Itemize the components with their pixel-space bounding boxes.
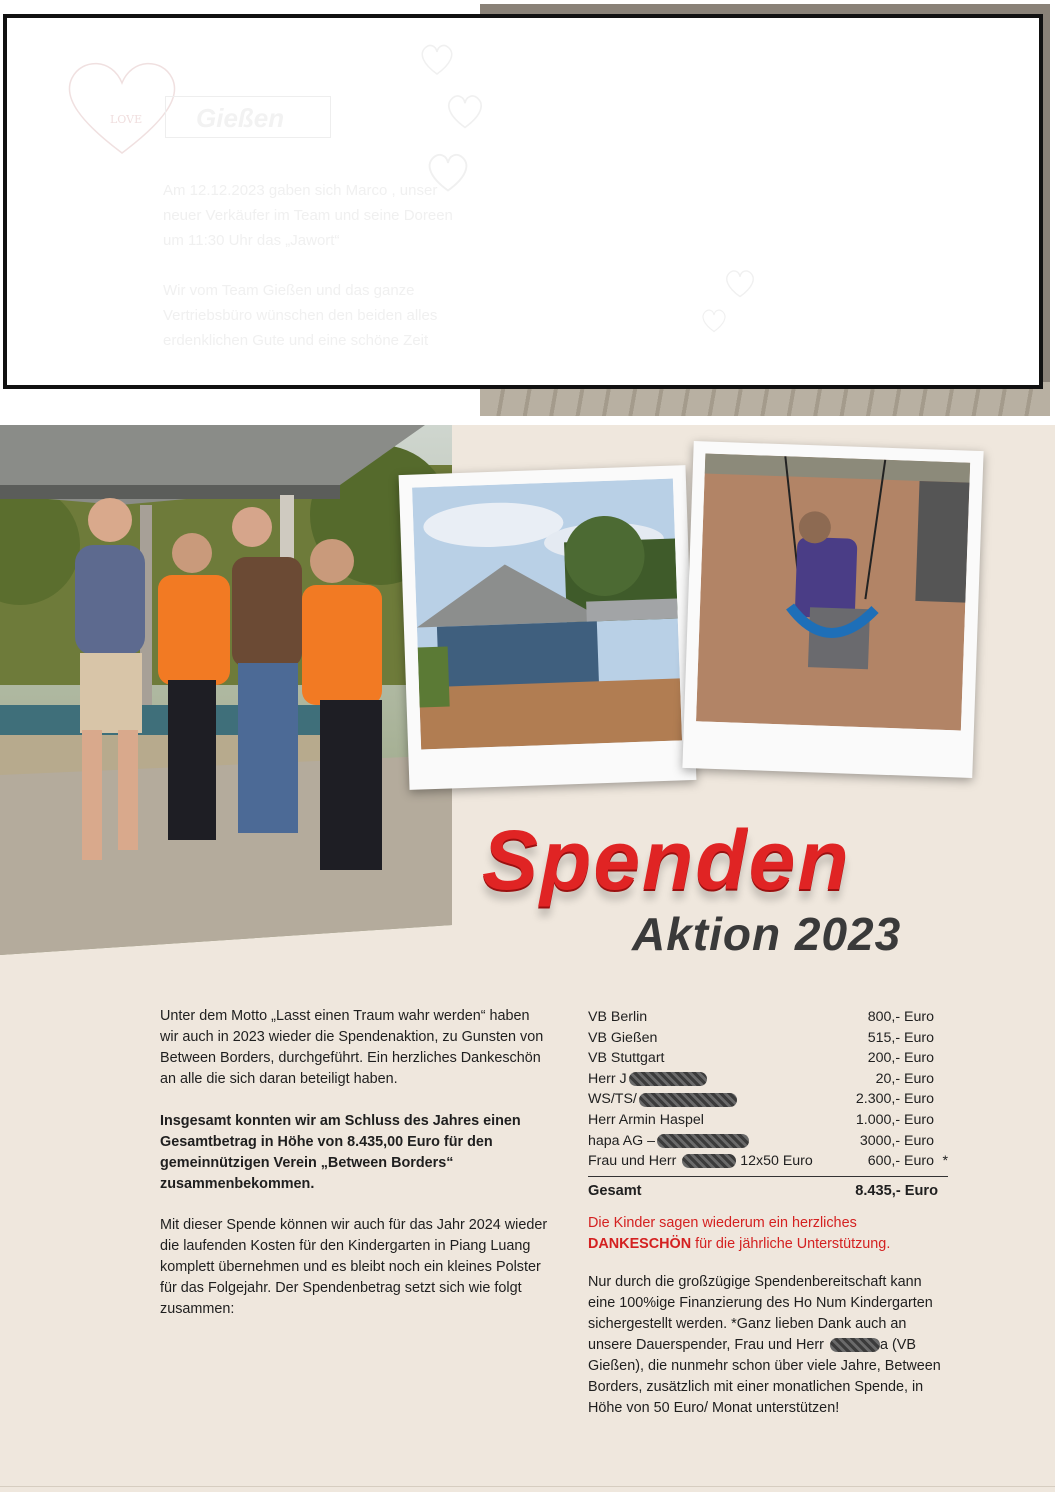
bottom-divider [0,1486,1055,1487]
giessen-label: Gießen [165,96,331,138]
love-text: LOVE [110,113,143,126]
donation-row [588,1110,948,1131]
footnote-mark: * [942,1153,948,1170]
swing-photo [696,453,970,730]
total-divider [588,1176,948,1177]
note-part-1: Nur durch die großzügige Spendenbereitschaft kann eine 100%ige Finanzierung des Ho Num Kindergarten sichergestellt werden. *Ganz lieben Dank auch an unsere Dauerspender, Frau und Herr [588,1274,933,1353]
donor-name: Herr J [588,1070,627,1087]
title-spenden: Spenden [482,813,851,907]
total-amount: 8.435,- Euro [855,1183,938,1199]
donor-name: VB Berlin [588,1009,648,1025]
total-label: Gesamt [588,1183,642,1199]
donation-amount: 3000,- Euro [859,1132,934,1149]
note-part-2: a (VB Gießen), die nunmehr schon über viele Jahre, Between Borders, zusätzlich mit einer monatlichen Spende, in Höhe von 50 Euro/ Monat unterstützen! [588,1337,941,1416]
donation-row [588,1007,948,1028]
note-paragraph [588,1272,948,1419]
small-heart-icon [417,40,457,80]
donation-row [588,1151,948,1172]
thanks-line-1: Die Kinder sagen wiederum ein herzliches [588,1215,857,1231]
thanks-line-2: für die jährliche Unterstützung. [691,1236,891,1252]
donor-name: VB Gießen [588,1029,658,1046]
donor-name: VB Stuttgart [588,1050,665,1067]
donation-row [588,1028,948,1049]
redacted-name [629,1072,707,1086]
redacted-name [657,1134,749,1148]
donation-row [588,1048,948,1069]
donation-amount: 1.000,- Euro [855,1111,934,1128]
donor-name: Frau und Herr [588,1153,677,1170]
small-heart-icon [699,306,729,336]
censored-article-box [3,14,1043,389]
donor-name: hapa AG – [588,1132,656,1149]
small-heart-icon [443,90,487,134]
wishes-text: Wir vom Team Gießen und das ganze Vertriebsbüro wünschen den beiden alles erdenklichen Gute und eine schöne Zeit [163,282,438,349]
donor-name: Herr Armin Haspel [588,1111,704,1128]
donations-table [588,1007,948,1172]
swing-polaroid [682,441,983,778]
intro-paragraph: Unter dem Motto „Lasst einen Traum wahr werden“ haben wir auch in 2023 wieder die Spendenaktion, zu Gunsten von Between Borders, durchgeführt. Ein herzliches Dankeschön an alle die sich daran beteiligt haben. [160,1008,544,1087]
donation-row [588,1131,948,1152]
donation-amount: 20,- Euro [875,1070,934,1087]
house-photo [412,479,682,750]
title-aktion-2023: Aktion 2023 [632,908,902,960]
donation-amount: 800,- Euro [867,1009,934,1025]
donation-amount: 515,- Euro [867,1029,934,1046]
wedding-text: Am 12.12.2023 gaben sich Marco , unser neuer Verkäufer im Team und seine Doreen um 11:30 Uhr das „Jawort“ [163,182,453,249]
group-photo [0,425,452,955]
donation-row [588,1069,948,1090]
redacted-name [830,1338,880,1352]
small-heart-icon [722,266,758,302]
love-heart-icon [62,53,182,163]
total-row [588,1180,948,1202]
redacted-name [639,1093,737,1107]
thanks-paragraph [588,1213,968,1255]
donation-detail: 12x50 Euro [740,1153,813,1170]
total-summary-paragraph: Insgesamt konnten wir am Schluss des Jahres einen Gesamtbetrag in Höhe von 8.435,00 Euro für den gemeinnützigen Verein „Between Borders“ zusammenbekommen. [160,1113,521,1192]
donor-name: WS/TS/ [588,1091,637,1108]
house-polaroid [399,465,697,790]
donation-row [588,1089,948,1110]
redacted-name [682,1154,736,1168]
thanks-bold: DANKESCHÖN [588,1236,692,1252]
donation-amount: 200,- Euro [867,1050,934,1067]
donation-amount: 2.300,- Euro [855,1091,934,1108]
usage-paragraph: Mit dieser Spende können wir auch für das Jahr 2024 wieder die laufenden Kosten für den Kindergarten in Piang Luang komplett übernehmen und es bleibt noch ein kleines Polster für das Folgejahr. Der Spendenbetrag setzt sich wie folgt zusammen: [160,1217,548,1317]
donation-amount: 600,- Euro [867,1153,934,1170]
